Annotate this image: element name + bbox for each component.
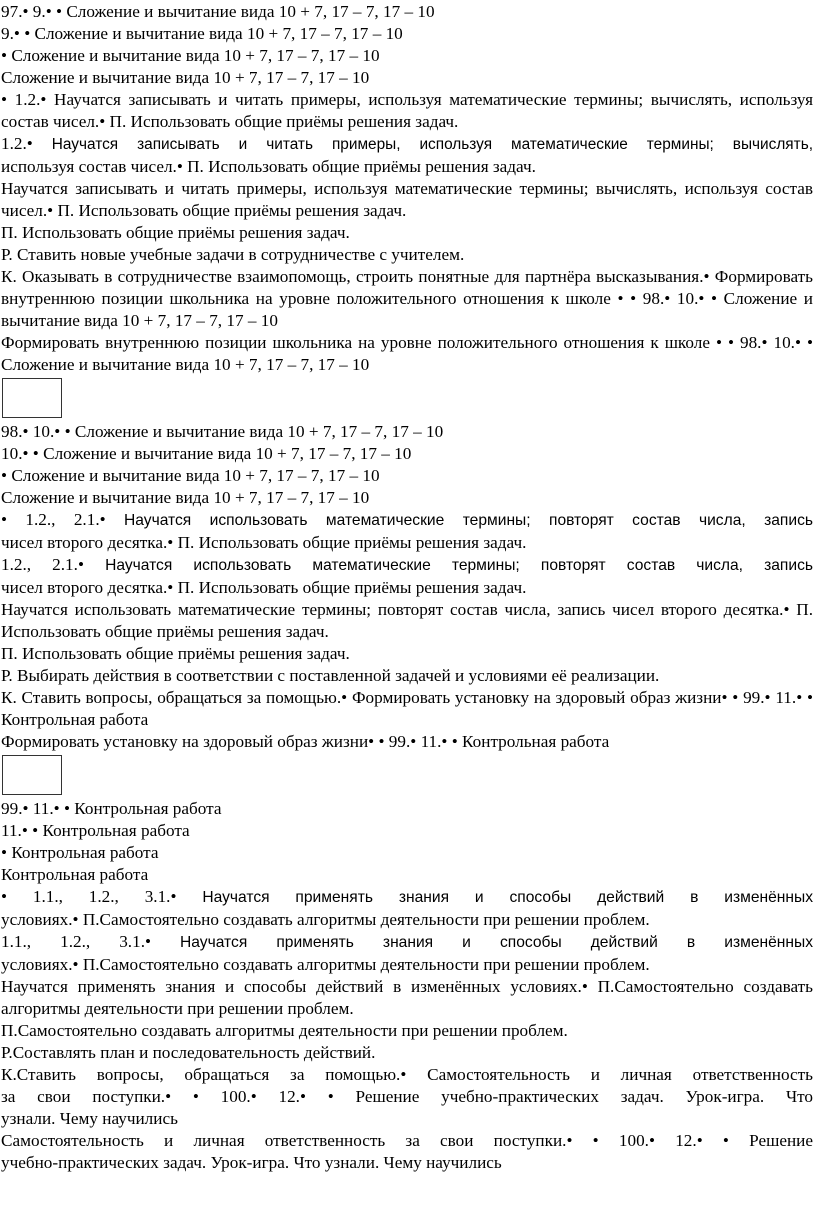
lesson-98-outcomes-line-1 bbox=[1, 554, 813, 577]
lesson-98-topic-bullet: • Сложение и вычитание вида 10 + 7, 17 – 7, 17 – 10 bbox=[1, 466, 380, 485]
lesson-99-communicative-line-1: К.Ставить вопросы, обращаться за помощью.• Самостоятельность и личная ответственность bbox=[1, 1065, 813, 1084]
lesson-98-outcomes-line-2: чисел второго десятка.• П. Использовать общие приёмы решения задач. bbox=[1, 578, 527, 597]
lesson-97-cognitive: П. Использовать общие приёмы решения задач. bbox=[1, 223, 350, 242]
lesson-97-outcomes-code: 1.2.• bbox=[1, 134, 33, 153]
lesson-99-personal-line-2: учебно-практических задач. Урок-игра. Что узнали. Чему научились bbox=[1, 1153, 502, 1172]
lesson-98-outcomes-code: 1.2., 2.1.• bbox=[1, 555, 84, 574]
lesson-99-topic-bullet: • Контрольная работа bbox=[1, 843, 159, 862]
lesson-99-outcomes-bold: Научатся применять знания и способы действий в изменённых bbox=[180, 934, 814, 951]
lesson-98-outcomes-bold-bullet: Научатся использовать математические термины; повторят состав числа, запись bbox=[124, 512, 813, 529]
lesson-97-outcomes-line-1 bbox=[1, 133, 813, 156]
lesson-99-outcomes-line-2: условиях.• П.Самостоятельно создавать алгоритмы деятельности при решении проблем. bbox=[1, 955, 650, 974]
lesson-99-heading: 99.• 11.• • Контрольная работа bbox=[1, 799, 222, 818]
lesson-97-topic-bullet: • Сложение и вычитание вида 10 + 7, 17 – 7, 17 – 10 bbox=[1, 46, 380, 65]
lesson-99-outcomes-bullet-line-2: условиях.• П.Самостоятельно создавать алгоритмы деятельности при решении проблем. bbox=[1, 910, 650, 929]
lesson-98-topic: Сложение и вычитание вида 10 + 7, 17 – 7, 17 – 10 bbox=[1, 488, 370, 507]
lesson-97-outcomes-plain: Научатся записывать и читать примеры, используя математические термины; вычислять, используя состав чисел.• П. Использовать общие приёмы решения задач. bbox=[1, 179, 813, 220]
lesson-97-heading-short: 9.• • Сложение и вычитание вида 10 + 7, 17 – 7, 17 – 10 bbox=[1, 24, 403, 43]
lesson-98-cognitive: П. Использовать общие приёмы решения задач. bbox=[1, 644, 350, 663]
lesson-97-communicative: К. Оказывать в сотрудничестве взаимопомощь, строить понятные для партнёра высказывания.• Формировать внутреннюю позиции школьника на уровне положительного отношения к школе • • 98.• 10.• • Сложение и вычитание вида 10 + 7, 17 – 7, 17 – 10 bbox=[1, 267, 813, 330]
empty-table-cell bbox=[2, 755, 62, 795]
lesson-99-regulatory: Р.Составлять план и последовательность действий. bbox=[1, 1043, 376, 1062]
lesson-97-outcomes-line-2: используя состав чисел.• П. Использовать общие приёмы решения задач. bbox=[1, 157, 536, 176]
lesson-99-cognitive: П.Самостоятельно создавать алгоритмы деятельности при решении проблем. bbox=[1, 1021, 568, 1040]
lesson-99-personal-line-1: Самостоятельность и личная ответственность за свои поступки.• • 100.• 12.• • Решение bbox=[1, 1131, 813, 1150]
lesson-99-communicative-line-3: узнали. Чему научились bbox=[1, 1109, 178, 1128]
lesson-98-outcomes-code-bullet: • 1.2., 2.1.• bbox=[1, 510, 106, 529]
lesson-98-personal: Формировать установку на здоровый образ жизни• • 99.• 11.• • Контрольная работа bbox=[1, 732, 610, 751]
lesson-99-communicative-line-2: за свои поступки.• • 100.• 12.• • Решение учебно-практических задач. Урок-игра. Что bbox=[1, 1087, 813, 1106]
lesson-99-heading-short: 11.• • Контрольная работа bbox=[1, 821, 190, 840]
lesson-98-regulatory: Р. Выбирать действия в соответствии с поставленной задачей и условиями её реализации. bbox=[1, 666, 660, 685]
document-page bbox=[1, 1, 813, 1174]
lesson-99-outcomes-bold-bullet: Научатся применять знания и способы действий в изменённых bbox=[202, 889, 814, 906]
lesson-99-outcomes-code-bullet: • 1.1., 1.2., 3.1.• bbox=[1, 887, 177, 906]
lesson-99-outcomes-code: 1.1., 1.2., 3.1.• bbox=[1, 932, 152, 951]
lesson-97-topic: Сложение и вычитание вида 10 + 7, 17 – 7, 17 – 10 bbox=[1, 68, 370, 87]
lesson-98-communicative: К. Ставить вопросы, обращаться за помощью.• Формировать установку на здоровый образ жизни• • 99.• 11.• • Контрольная работа bbox=[1, 688, 813, 729]
lesson-99-outcomes-plain: Научатся применять знания и способы действий в изменённых условиях.• П.Самостоятельно создавать алгоритмы деятельности при решении проблем. bbox=[1, 977, 813, 1018]
lesson-99-outcomes-line-1 bbox=[1, 931, 813, 954]
lesson-98-heading: 98.• 10.• • Сложение и вычитание вида 10 + 7, 17 – 7, 17 – 10 bbox=[1, 422, 444, 441]
lesson-98-heading-short: 10.• • Сложение и вычитание вида 10 + 7, 17 – 7, 17 – 10 bbox=[1, 444, 412, 463]
lesson-98-outcomes-plain: Научатся использовать математические термины; повторят состав числа, запись чисел второго десятка.• П. Использовать общие приёмы решения задач. bbox=[1, 600, 813, 641]
lesson-97-heading: 97.• 9.• • Сложение и вычитание вида 10 + 7, 17 – 7, 17 – 10 bbox=[1, 2, 435, 21]
lesson-97-outcomes-bullet: • 1.2.• Научатся записывать и читать примеры, используя математические термины; вычислять, используя состав чисел.• П. Использовать общие приёмы решения задач. bbox=[1, 90, 813, 131]
lesson-99-outcomes-bullet-line-1 bbox=[1, 886, 813, 909]
lesson-98-outcomes-bullet-line-2: чисел второго десятка.• П. Использовать общие приёмы решения задач. bbox=[1, 533, 527, 552]
lesson-99-topic: Контрольная работа bbox=[1, 865, 149, 884]
empty-table-cell bbox=[2, 378, 62, 418]
lesson-97-personal: Формировать внутреннюю позиции школьника на уровне положительного отношения к школе • • 98.• 10.• • Сложение и вычитание вида 10 + 7, 17 – 7, 17 – 10 bbox=[1, 333, 813, 374]
lesson-97-outcomes-bold: Научатся записывать и читать примеры, используя математические термины; вычислять, bbox=[51, 136, 813, 153]
lesson-98-outcomes-bold: Научатся использовать математические термины; повторят состав числа, запись bbox=[105, 557, 814, 574]
lesson-97-regulatory: Р. Ставить новые учебные задачи в сотрудничестве с учителем. bbox=[1, 245, 465, 264]
lesson-98-outcomes-bullet-line-1 bbox=[1, 509, 813, 532]
